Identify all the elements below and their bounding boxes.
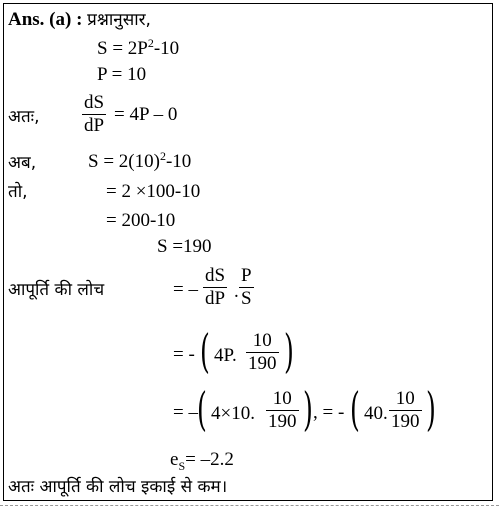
step3-close-paren-2: )	[426, 382, 436, 436]
given-p-equation: P = 10	[97, 64, 147, 85]
subst-lead-to: तो,	[8, 182, 28, 202]
step2-open-paren: (	[200, 324, 210, 378]
deriv-lead: अतः,	[8, 107, 40, 127]
step2-fraction: 10 190	[248, 330, 277, 374]
answer-intro: प्रश्नानुसार,	[87, 10, 151, 30]
elasticity-result: $e_S= -2.2$	[170, 449, 234, 473]
step2-prefix: = -	[173, 344, 195, 365]
subst-line-4: S =190	[157, 236, 212, 257]
step1-prefix: = –	[173, 279, 198, 300]
step3-open-paren-2: (	[350, 382, 360, 436]
subst-line-3: = 200-10	[106, 210, 176, 231]
subst-line-1: $S = 2(10)^2-10$	[88, 149, 192, 172]
step2-lead: 4P.	[214, 345, 237, 366]
step1-fraction-1: dS dP	[205, 265, 226, 309]
conclusion: अतः आपूर्ति की लोच इकाई से कम।	[8, 477, 228, 497]
elasticity-label: आपूर्ति की लोच	[8, 280, 105, 300]
step3-fraction: 10 190	[268, 388, 297, 432]
step3-close-paren: )	[303, 382, 313, 436]
step3-prefix: = –	[173, 402, 198, 423]
step3-lead-2: 40.	[364, 403, 388, 424]
step3-fraction-2: 10 190	[391, 388, 420, 432]
deriv-fraction: dS dP	[84, 92, 105, 136]
subst-lead-ab: अब,	[8, 153, 37, 173]
deriv-rhs: = 4P – 0	[114, 104, 178, 125]
step1-fraction-2: P S	[241, 265, 252, 309]
step3-lead: 4×10.	[211, 403, 255, 424]
step3-open-paren: (	[197, 382, 207, 436]
step1-dot: .	[234, 281, 239, 302]
page-cut-line	[0, 505, 499, 507]
subst-line-2: = 2 ×100-10	[106, 181, 201, 202]
answer-header	[8, 9, 151, 31]
answer-label: Ans. (a) :	[8, 9, 83, 30]
step3-mid: , = -	[313, 402, 345, 423]
given-s-equation: $S = 2P^2-10$	[97, 36, 180, 59]
step2-close-paren: )	[284, 324, 294, 378]
